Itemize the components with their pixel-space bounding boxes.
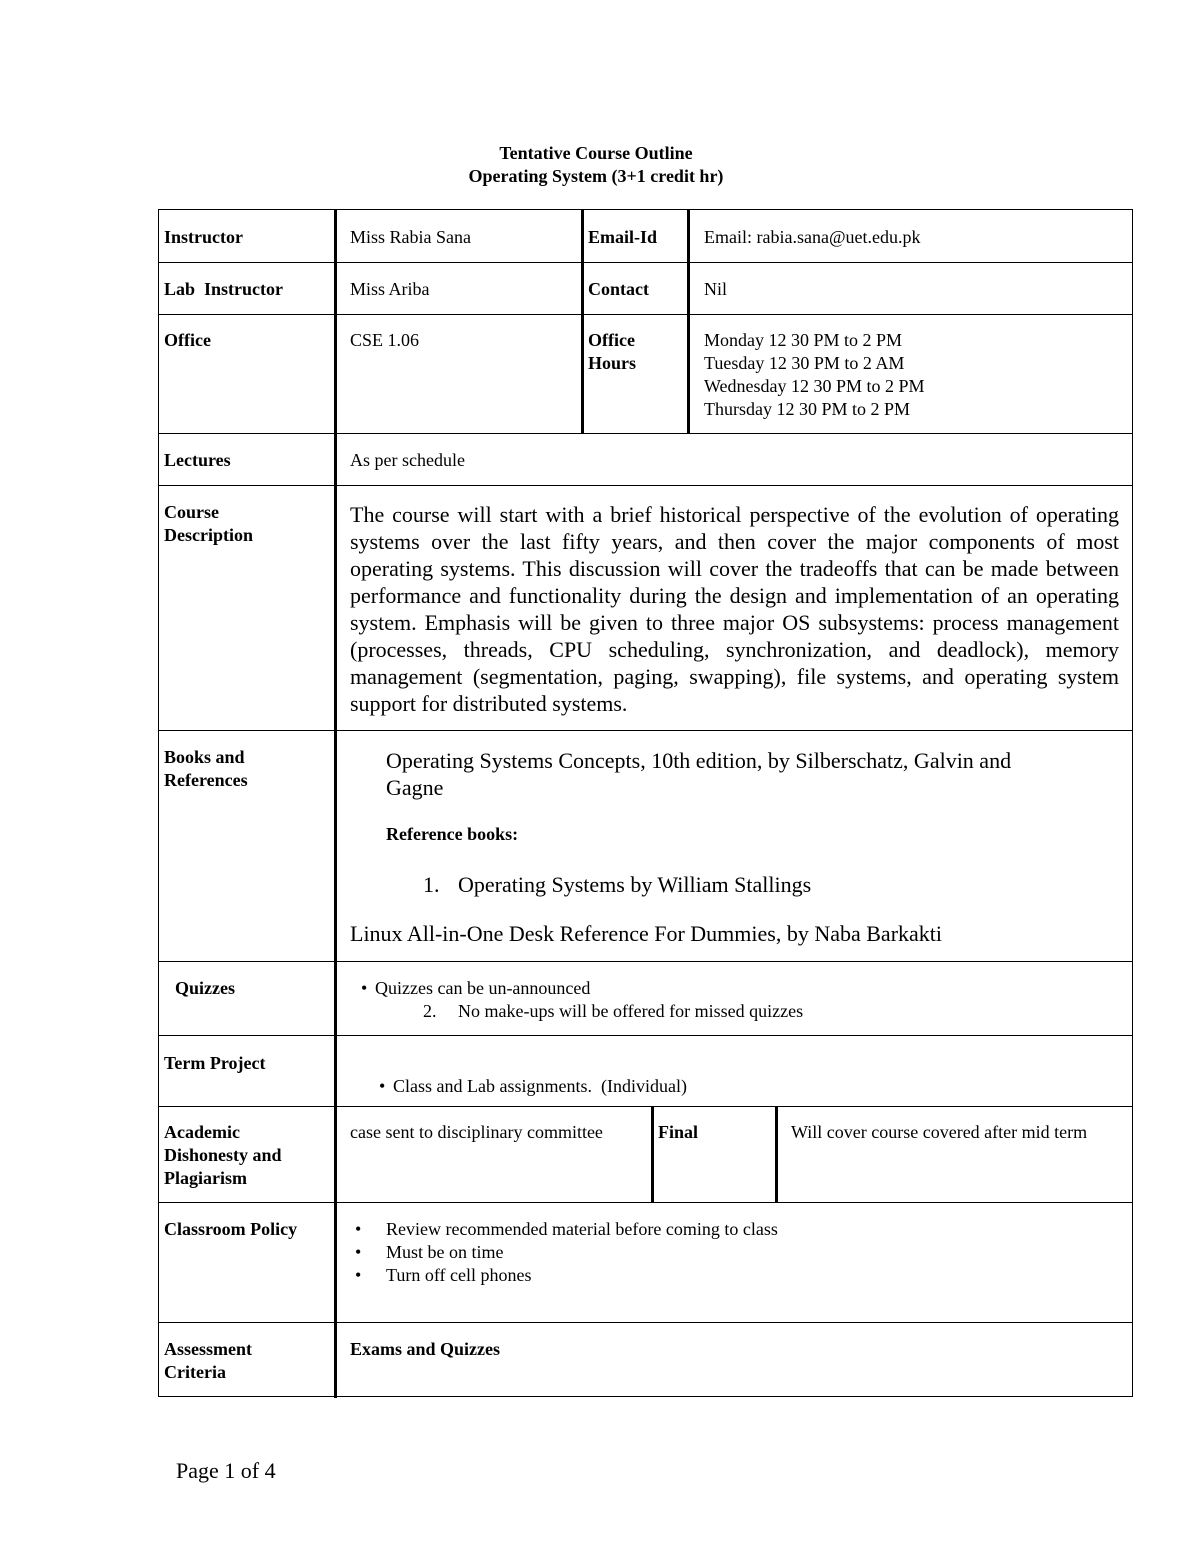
column-divider xyxy=(687,210,690,433)
row-divider xyxy=(159,1035,1132,1036)
instructor-value: Miss Rabia Sana xyxy=(350,227,471,247)
document-title: Tentative Course Outline xyxy=(499,143,693,163)
lectures-value: As per schedule xyxy=(350,450,465,470)
final-value: Will cover course covered after mid term xyxy=(791,1122,1088,1142)
books-label-line: References xyxy=(164,770,248,790)
bullet-icon xyxy=(361,978,375,998)
course-description-label-line: Course xyxy=(164,502,219,522)
bullet-icon xyxy=(379,1076,393,1096)
course-description-label-line: Description xyxy=(164,525,253,545)
office-hours-item: Tuesday 12 30 PM to 2 AM xyxy=(704,353,905,373)
reference-books-heading: Reference books: xyxy=(386,824,519,844)
classroom-policy-item-text: Review recommended material before coming to class xyxy=(386,1219,778,1239)
assessment-criteria-label-line: Criteria xyxy=(164,1362,226,1382)
course-outline-table xyxy=(158,209,1133,1397)
row-divider xyxy=(159,485,1132,486)
classroom-policy-item xyxy=(355,1264,1115,1287)
reference-book-2: Linux All-in-One Desk Reference For Dummies, by Naba Barkakti xyxy=(350,921,943,946)
email-value: Email: rabia.sana@uet.edu.pk xyxy=(704,227,921,247)
lab-instructor-label: Lab Instructor xyxy=(164,279,284,299)
row-divider xyxy=(159,961,1132,962)
books-label xyxy=(164,746,334,792)
lectures-label: Lectures xyxy=(164,450,231,470)
contact-label: Contact xyxy=(588,279,649,299)
instructor-label: Instructor xyxy=(164,227,243,247)
contact-value: Nil xyxy=(704,279,728,299)
office-hours-label-line: Office xyxy=(588,330,635,350)
books-label-line: Books and xyxy=(164,747,245,767)
column-divider xyxy=(581,210,584,433)
academic-dishonesty-label-line: Dishonesty and xyxy=(164,1145,282,1165)
bullet-icon: • xyxy=(355,1242,362,1262)
final-label: Final xyxy=(658,1122,699,1142)
main-textbook xyxy=(386,747,1126,801)
email-label: Email-Id xyxy=(588,227,658,247)
column-divider xyxy=(334,210,337,1398)
row-divider xyxy=(159,1202,1132,1203)
quizzes-item-2: No make-ups will be offered for missed quizzes xyxy=(458,1001,804,1021)
reference-book-number: 1. xyxy=(423,872,440,897)
academic-dishonesty-value: case sent to disciplinary committee xyxy=(350,1122,603,1142)
column-divider xyxy=(775,1106,778,1202)
assessment-criteria-label xyxy=(164,1338,334,1384)
classroom-policy-item-text: Must be on time xyxy=(386,1242,504,1262)
quizzes-item-1 xyxy=(361,977,590,1000)
document-title-block xyxy=(0,142,1192,188)
document-subtitle: Operating System (3+1 credit hr) xyxy=(468,166,724,186)
quizzes-label: Quizzes xyxy=(175,978,235,998)
classroom-policy-item-text: Turn off cell phones xyxy=(386,1265,532,1285)
classroom-policy-item xyxy=(355,1241,1115,1264)
main-textbook-line: Operating Systems Concepts, 10th edition, by Silberschatz, Galvin and xyxy=(386,748,1012,773)
academic-dishonesty-label xyxy=(164,1121,334,1190)
bullet-icon: • xyxy=(355,1265,362,1285)
page-number: Page 1 of 4 xyxy=(176,1458,276,1483)
term-project-item xyxy=(361,1052,687,1121)
lab-instructor-value: Miss Ariba xyxy=(350,279,430,299)
office-label: Office xyxy=(164,330,211,350)
row-divider xyxy=(159,730,1132,731)
course-description-label xyxy=(164,501,334,547)
office-hours-list xyxy=(704,329,925,421)
office-hours-item: Wednesday 12 30 PM to 2 PM xyxy=(704,376,925,396)
term-project-label: Term Project xyxy=(164,1053,266,1073)
row-divider xyxy=(159,314,1132,315)
quizzes-item-1-text: Quizzes can be un-announced xyxy=(375,978,591,998)
row-divider xyxy=(159,1322,1132,1323)
office-hours-label xyxy=(588,329,683,375)
reference-book-1: Operating Systems by William Stallings xyxy=(458,872,812,897)
classroom-policy-list xyxy=(355,1218,1115,1287)
main-textbook-line: Gagne xyxy=(386,775,444,800)
row-divider xyxy=(159,262,1132,263)
academic-dishonesty-label-line: Plagiarism xyxy=(164,1168,247,1188)
academic-dishonesty-label-line: Academic xyxy=(164,1122,240,1142)
term-project-item-text: Class and Lab assignments. (Individual) xyxy=(393,1076,687,1096)
office-value: CSE 1.06 xyxy=(350,330,420,350)
course-description-text: The course will start with a brief historical perspective of the evolution of operating systems over the last fifty years, and then cover the major components of most operating systems. This discussion will cover the tradeoffs that can be made between performance and functionality during the design and implementation of an operating system. Emphasis will be given to three major OS subsystems: process management (processes, threads, CPU scheduling, synchronization, and deadlock), memory management (segmentation, paging, swapping), file systems, and operating system support for distributed systems. xyxy=(350,502,1119,716)
office-hours-item: Monday 12 30 PM to 2 PM xyxy=(704,330,903,350)
classroom-policy-label: Classroom Policy xyxy=(164,1219,298,1239)
classroom-policy-item xyxy=(355,1218,1115,1241)
row-divider xyxy=(159,433,1132,434)
quizzes-item-2-number: 2. xyxy=(423,1001,437,1021)
office-hours-label-line: Hours xyxy=(588,353,637,373)
office-hours-item: Thursday 12 30 PM to 2 PM xyxy=(704,399,911,419)
bullet-icon: • xyxy=(355,1219,362,1239)
assessment-criteria-label-line: Assessment xyxy=(164,1339,252,1359)
assessment-criteria-value: Exams and Quizzes xyxy=(350,1339,501,1359)
